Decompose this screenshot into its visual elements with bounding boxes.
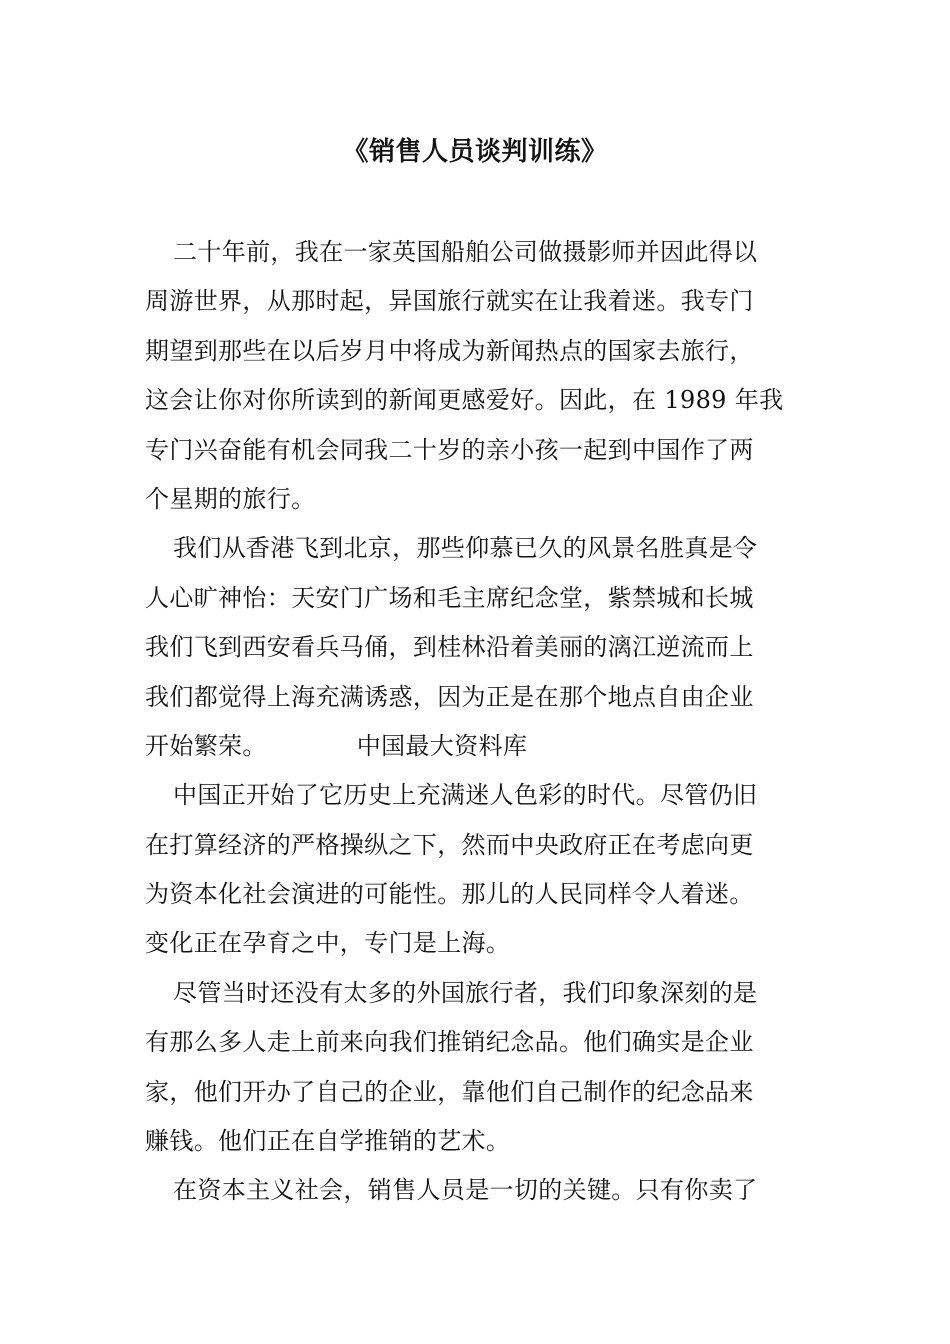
text-line-with-note (145, 722, 810, 771)
text-line: 我们从香港飞到北京，那些仰慕已久的风景名胜真是令 (173, 534, 758, 563)
text-line: 二十年前，我在一家英国船舶公司做摄影师并因此得以 (173, 238, 758, 266)
text-line: 我们飞到西安看兵马俑，到桂林沿着美丽的漓江逆流而上 (145, 633, 754, 662)
document-title: 《销售人员谈判训练》 (342, 137, 608, 167)
text-line: 在资本主义社会，销售人员是一切的关键。只有你卖了 (173, 1176, 758, 1205)
text-line: 我们都觉得上海充满诱惑，因为正是在那个地点自由企业 (145, 682, 754, 711)
text-line: 有那么多人走上前来向我们推销纪念品。他们确实是企业 (145, 1028, 754, 1057)
text-fragment: 开始繁荣。 (145, 731, 267, 760)
text-line: 专门兴奋能有机会同我二十岁的亲小孩一起到中国作了两 (145, 435, 754, 464)
inline-note: 中国最大资料库 (356, 731, 528, 760)
text-line: 期望到那些在以后岁月中将成为新闻热点的国家去旅行， (145, 336, 754, 365)
text-line: 个星期的旅行。 (145, 484, 316, 513)
text-line: 这会让你对你所读到的新闻更感爱好。因此，在 1989 年我 (145, 386, 784, 415)
text-line: 在打算经济的严格操纵之下，然而中央政府正在考虑向更 (145, 830, 754, 859)
text-line: 赚钱。他们正在自学推销的艺术。 (145, 1127, 511, 1156)
text-line: 为资本化社会演进的可能性。那儿的人民同样令人着迷。 (145, 880, 754, 909)
text-line: 变化正在孕育之中，专门是上海。 (145, 929, 511, 958)
text-line: 中国正开始了它历史上充满迷人色彩的时代。尽管仍旧 (173, 781, 758, 810)
text-line: 尽管当时还没有太多的外国旅行者，我们印象深刻的是 (173, 978, 758, 1007)
text-line: 家，他们开办了自己的企业，靠他们自己制作的纪念品来 (145, 1077, 754, 1106)
document-body (145, 228, 810, 1216)
text-line: 人心旷神怡：天安门广场和毛主席纪念堂，紫禁城和长城 (145, 583, 754, 612)
text-line: 周游世界，从那时起，异国旅行就实在让我着迷。我专门 (145, 287, 754, 316)
